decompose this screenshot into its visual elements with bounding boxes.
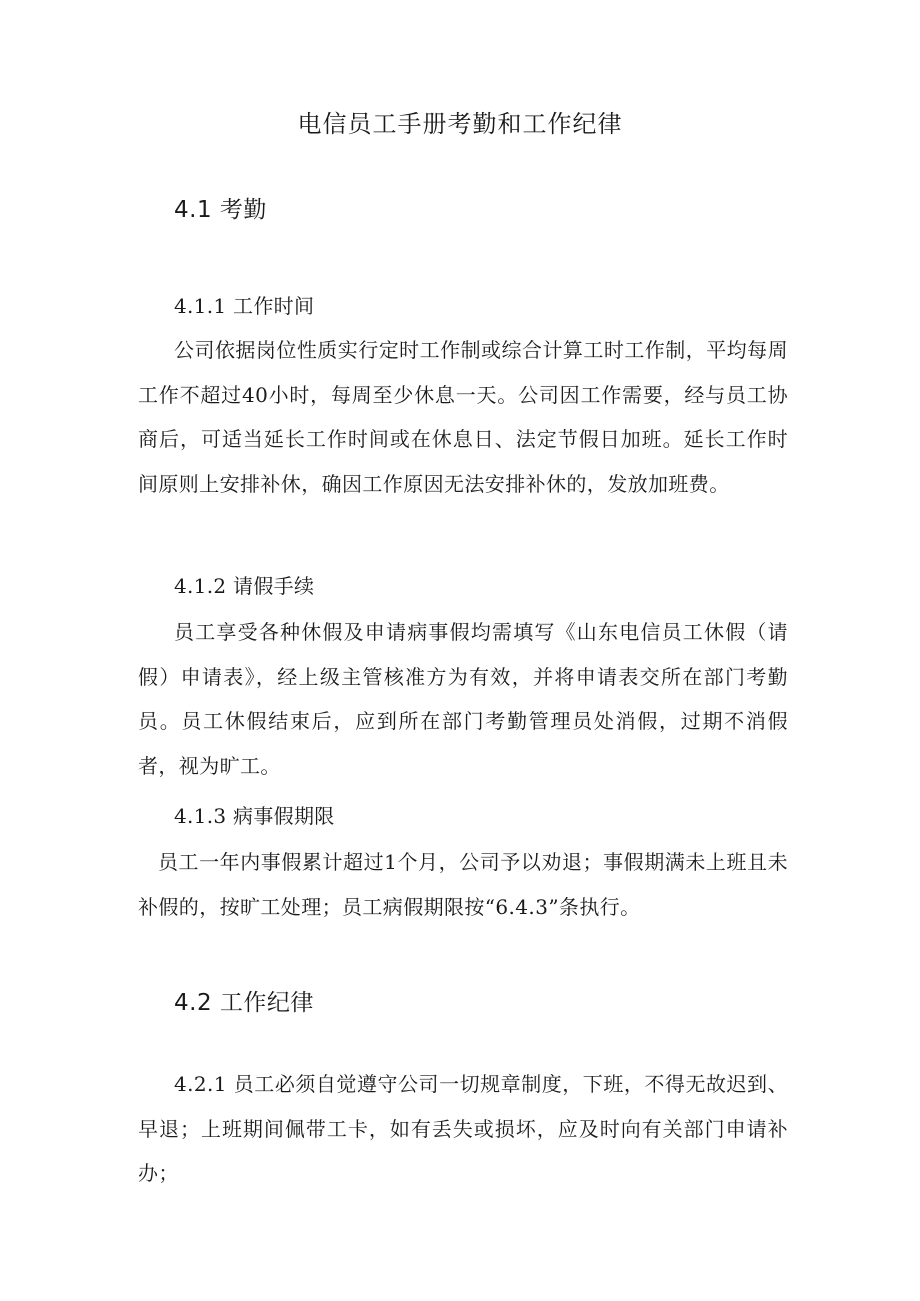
subsection-heading-4-1-2: 4.1.2 请假手续: [174, 574, 315, 598]
paragraph-4-1-3: 员工一年内事假累计超过1个月，公司予以劝退；事假期满未上班且未补假的，按旷工处理；员工病假期限按“6.4.3”条执行。: [138, 850, 788, 919]
paragraph-4-2-1: 4.2.1 员工必须自觉遵守公司一切规章制度，下班，不得无故迟到、早退；上班期间佩带工卡，如有丢失或损坏，应及时向有关部门申请补办；: [138, 1072, 788, 1185]
section-heading-4-2: 4.2 工作纪律: [174, 990, 314, 1016]
document-title: 电信员工手册考勤和工作纪律: [297, 110, 623, 138]
paragraph-4-1-1: 公司依据岗位性质实行定时工作制或综合计算工时工作制，平均每周工作不超过40小时，每周至少休息一天。公司因工作需要，经与员工协商后，可适当延长工作时间或在休息日、法定节假日加班。延长工作时间原则上安排补休，确因工作原因无法安排补休的，发放加班费。: [138, 338, 788, 496]
section-heading-4-1: 4.1 考勤: [174, 197, 267, 223]
subsection-heading-4-1-1: 4.1.1 工作时间: [174, 294, 315, 318]
paragraph-4-1-2: 员工享受各种休假及申请病事假均需填写《山东电信员工休假（请假）申请表》，经上级主管核准方为有效，并将申请表交所在部门考勤员。员工休假结束后，应到所在部门考勤管理员处消假，过期不消假者，视为旷工。: [138, 620, 788, 778]
subsection-heading-4-1-3: 4.1.3 病事假期限: [174, 804, 335, 828]
